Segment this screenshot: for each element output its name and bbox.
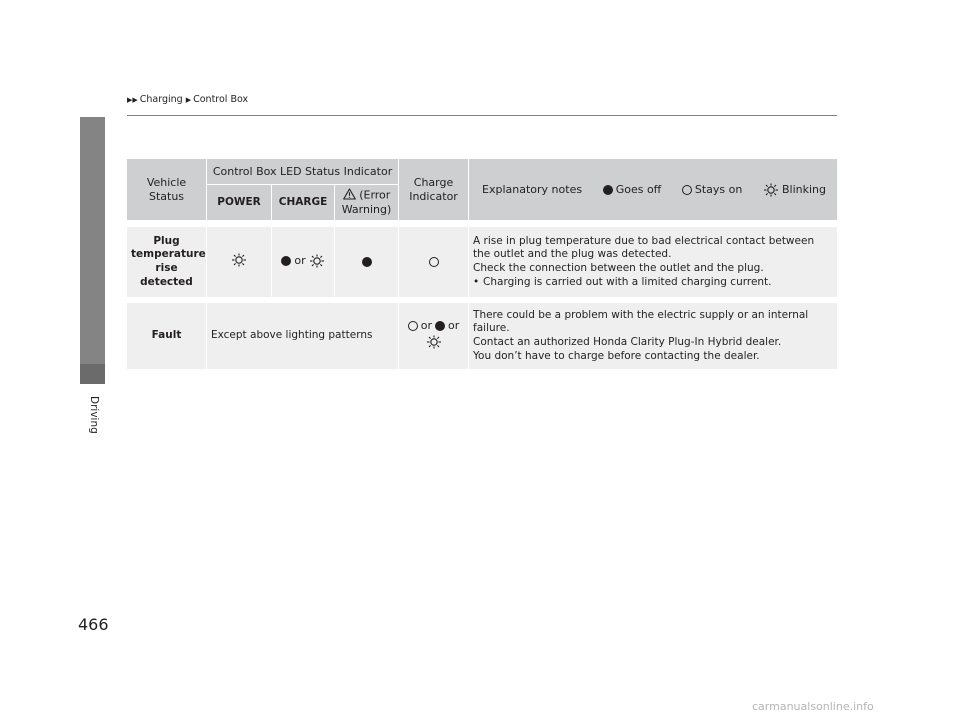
filled-circle-icon: [435, 321, 445, 331]
charge-indicator-cell: [399, 227, 469, 297]
charge-indicator-cell: or or: [399, 303, 469, 369]
bullet-icon: •: [473, 275, 480, 288]
led-status-table: [127, 159, 837, 369]
blinking-light-icon: [426, 335, 442, 353]
status-cell: Plug temperature rise detected: [127, 227, 207, 297]
table-row: [127, 227, 837, 297]
error-warning-cell: [335, 227, 399, 297]
arrow-icon: ▶: [185, 95, 192, 104]
pattern-cell: Except above lighting patterns: [207, 303, 399, 369]
header-led-group: Control Box LED Status Indicator: [207, 159, 399, 185]
legend-goes-off: Goes off: [603, 183, 662, 197]
header-error-warning: (Error Warning): [335, 185, 399, 221]
charge-cell: or: [272, 227, 335, 297]
header-vehicle-status: Vehicle Status: [127, 159, 207, 221]
filled-circle-icon: [603, 185, 613, 195]
open-circle-icon: [682, 185, 692, 195]
breadcrumb-item-control-box[interactable]: Control Box: [193, 94, 249, 105]
header-charge-indicator: Charge Indicator: [399, 159, 469, 221]
header-charge: CHARGE: [272, 185, 335, 221]
note-line: A rise in plug temperature due to bad electrical contact between the outlet and the plug was detected.: [473, 234, 815, 261]
note-bullet: • Charging is carried out with a limited charging current.: [473, 275, 772, 288]
note-line: Contact an authorized Honda Clarity Plug-In Hybrid dealer.: [473, 336, 782, 348]
blinking-light-icon: [309, 254, 325, 268]
table-row: [127, 303, 837, 369]
section-tab-marker: [80, 364, 105, 384]
breadcrumb-item-charging[interactable]: Charging: [139, 94, 183, 105]
note-line: You don’t have to charge before contacting the dealer.: [473, 349, 760, 362]
legend-stays-on: Stays on: [682, 183, 742, 197]
open-circle-icon: [429, 257, 439, 267]
blinking-light-icon: [231, 253, 247, 271]
breadcrumb: [127, 94, 248, 105]
header-power: POWER: [207, 185, 272, 221]
legend-blinking: Blinking: [763, 183, 826, 197]
notes-cell: [469, 303, 837, 369]
header-explanatory-notes: [469, 159, 837, 221]
section-tab: [80, 117, 105, 384]
filled-circle-icon: [362, 257, 372, 267]
open-circle-icon: [408, 321, 418, 331]
notes-cell: [469, 227, 837, 297]
filled-circle-icon: [281, 256, 291, 266]
status-cell: Fault: [127, 303, 207, 369]
note-line: There could be a problem with the electric supply or an internal failure.: [473, 308, 809, 335]
blinking-light-icon: [763, 183, 779, 197]
section-tab-label: Driving: [88, 396, 100, 434]
page-number: 466: [78, 615, 109, 634]
explanatory-notes-label: Explanatory notes: [482, 182, 583, 196]
watermark: carmanualsonline.info: [752, 700, 874, 713]
power-cell: [207, 227, 272, 297]
header-rule: [127, 115, 837, 116]
note-line: Check the connection between the outlet and the plug.: [473, 262, 764, 274]
double-arrow-icon: ▶▶: [127, 95, 138, 104]
warning-triangle-icon: [343, 188, 356, 203]
